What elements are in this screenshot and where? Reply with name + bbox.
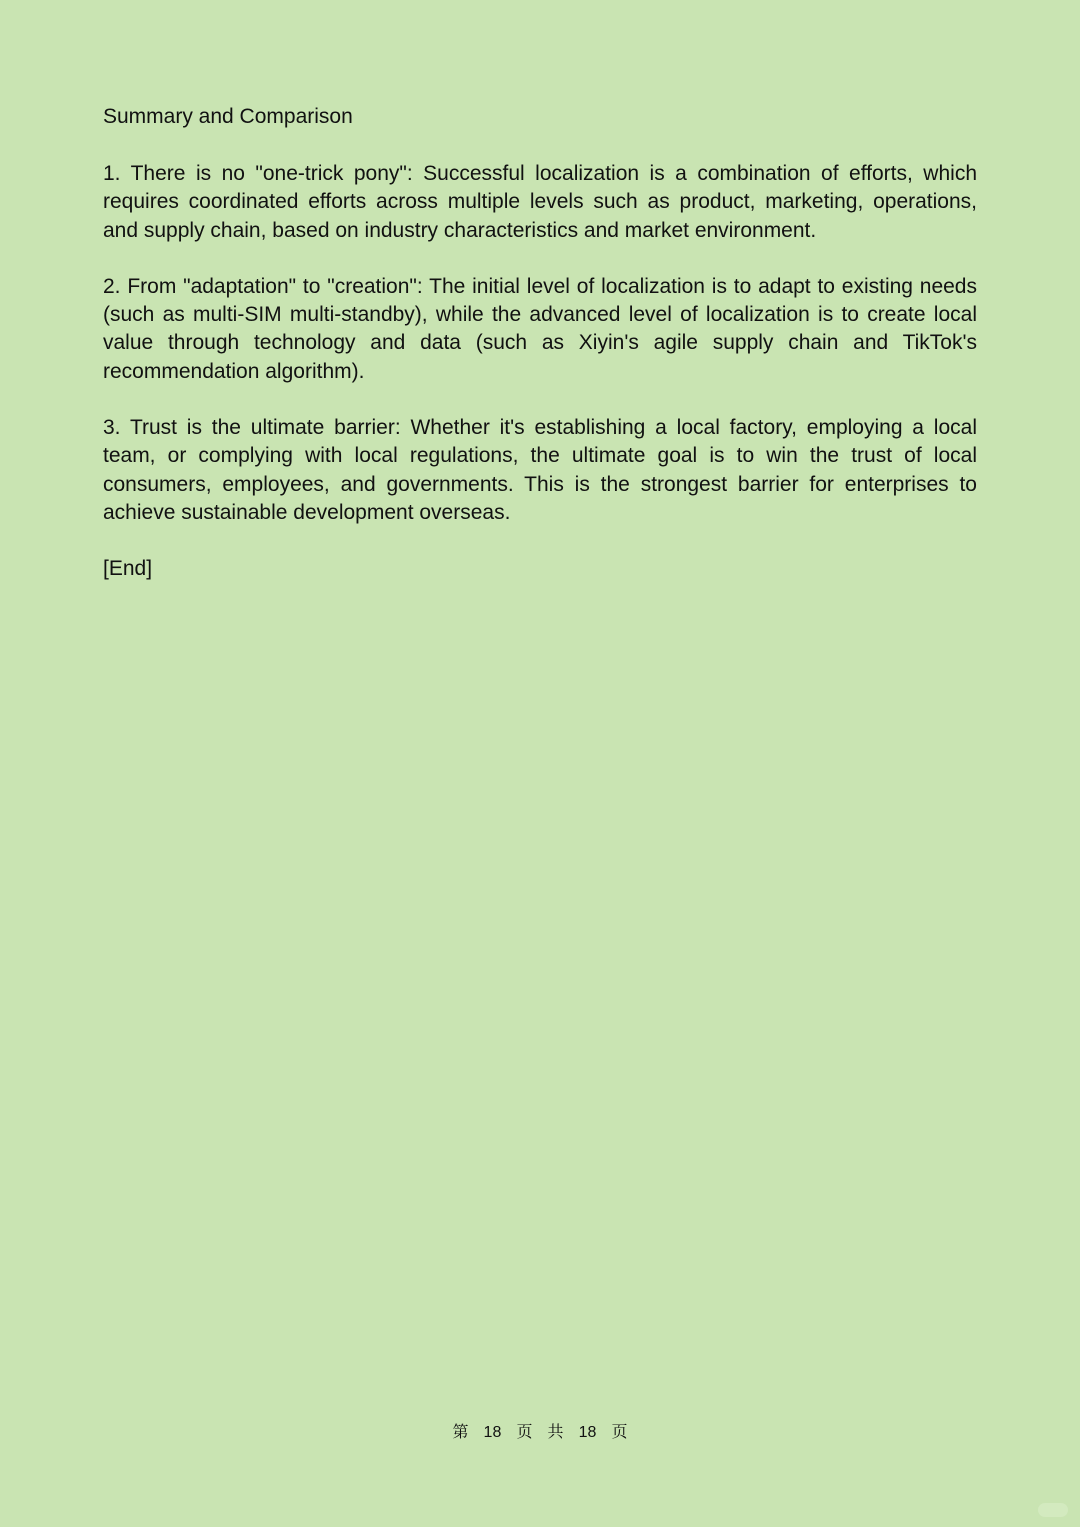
section-heading: Summary and Comparison: [103, 105, 353, 128]
paragraph-1: 1. There is no "one-trick pony": Successful localization is a combination of efforts, which requires coordinated efforts across multiple levels such as product, marketing, operations, and supply chain, based on industry characteristics and market environment.: [103, 162, 977, 242]
paragraph-2: 2. From "adaptation" to "creation": The initial level of localization is to adapt to existing needs (such as multi-SIM multi-standby), while the advanced level of localization is to create local value through technology and data (such as Xiyin's agile supply chain and TikTok's recommendation algorithm).: [103, 274, 977, 383]
end-marker: [End]: [103, 557, 153, 581]
paragraph-3: 3. Trust is the ultimate barrier: Whether it's establishing a local factory, employing a local team, or complying with local regulations, the ultimate goal is to win the trust of local consumers, employees, and governments. This is the strongest barrier for enterprises to achieve sustainable development overseas.: [103, 416, 977, 524]
total-page-number: 18: [578, 1424, 597, 1441]
corner-watermark: [1038, 1503, 1068, 1517]
footer-total-word: 共: [547, 1422, 564, 1441]
page-footer: [0, 1421, 1080, 1444]
footer-page-word: 页: [516, 1422, 533, 1441]
document-body: [103, 103, 977, 583]
footer-suffix: 页: [611, 1422, 628, 1441]
current-page-number: 18: [483, 1424, 502, 1441]
footer-prefix: 第: [452, 1422, 469, 1441]
